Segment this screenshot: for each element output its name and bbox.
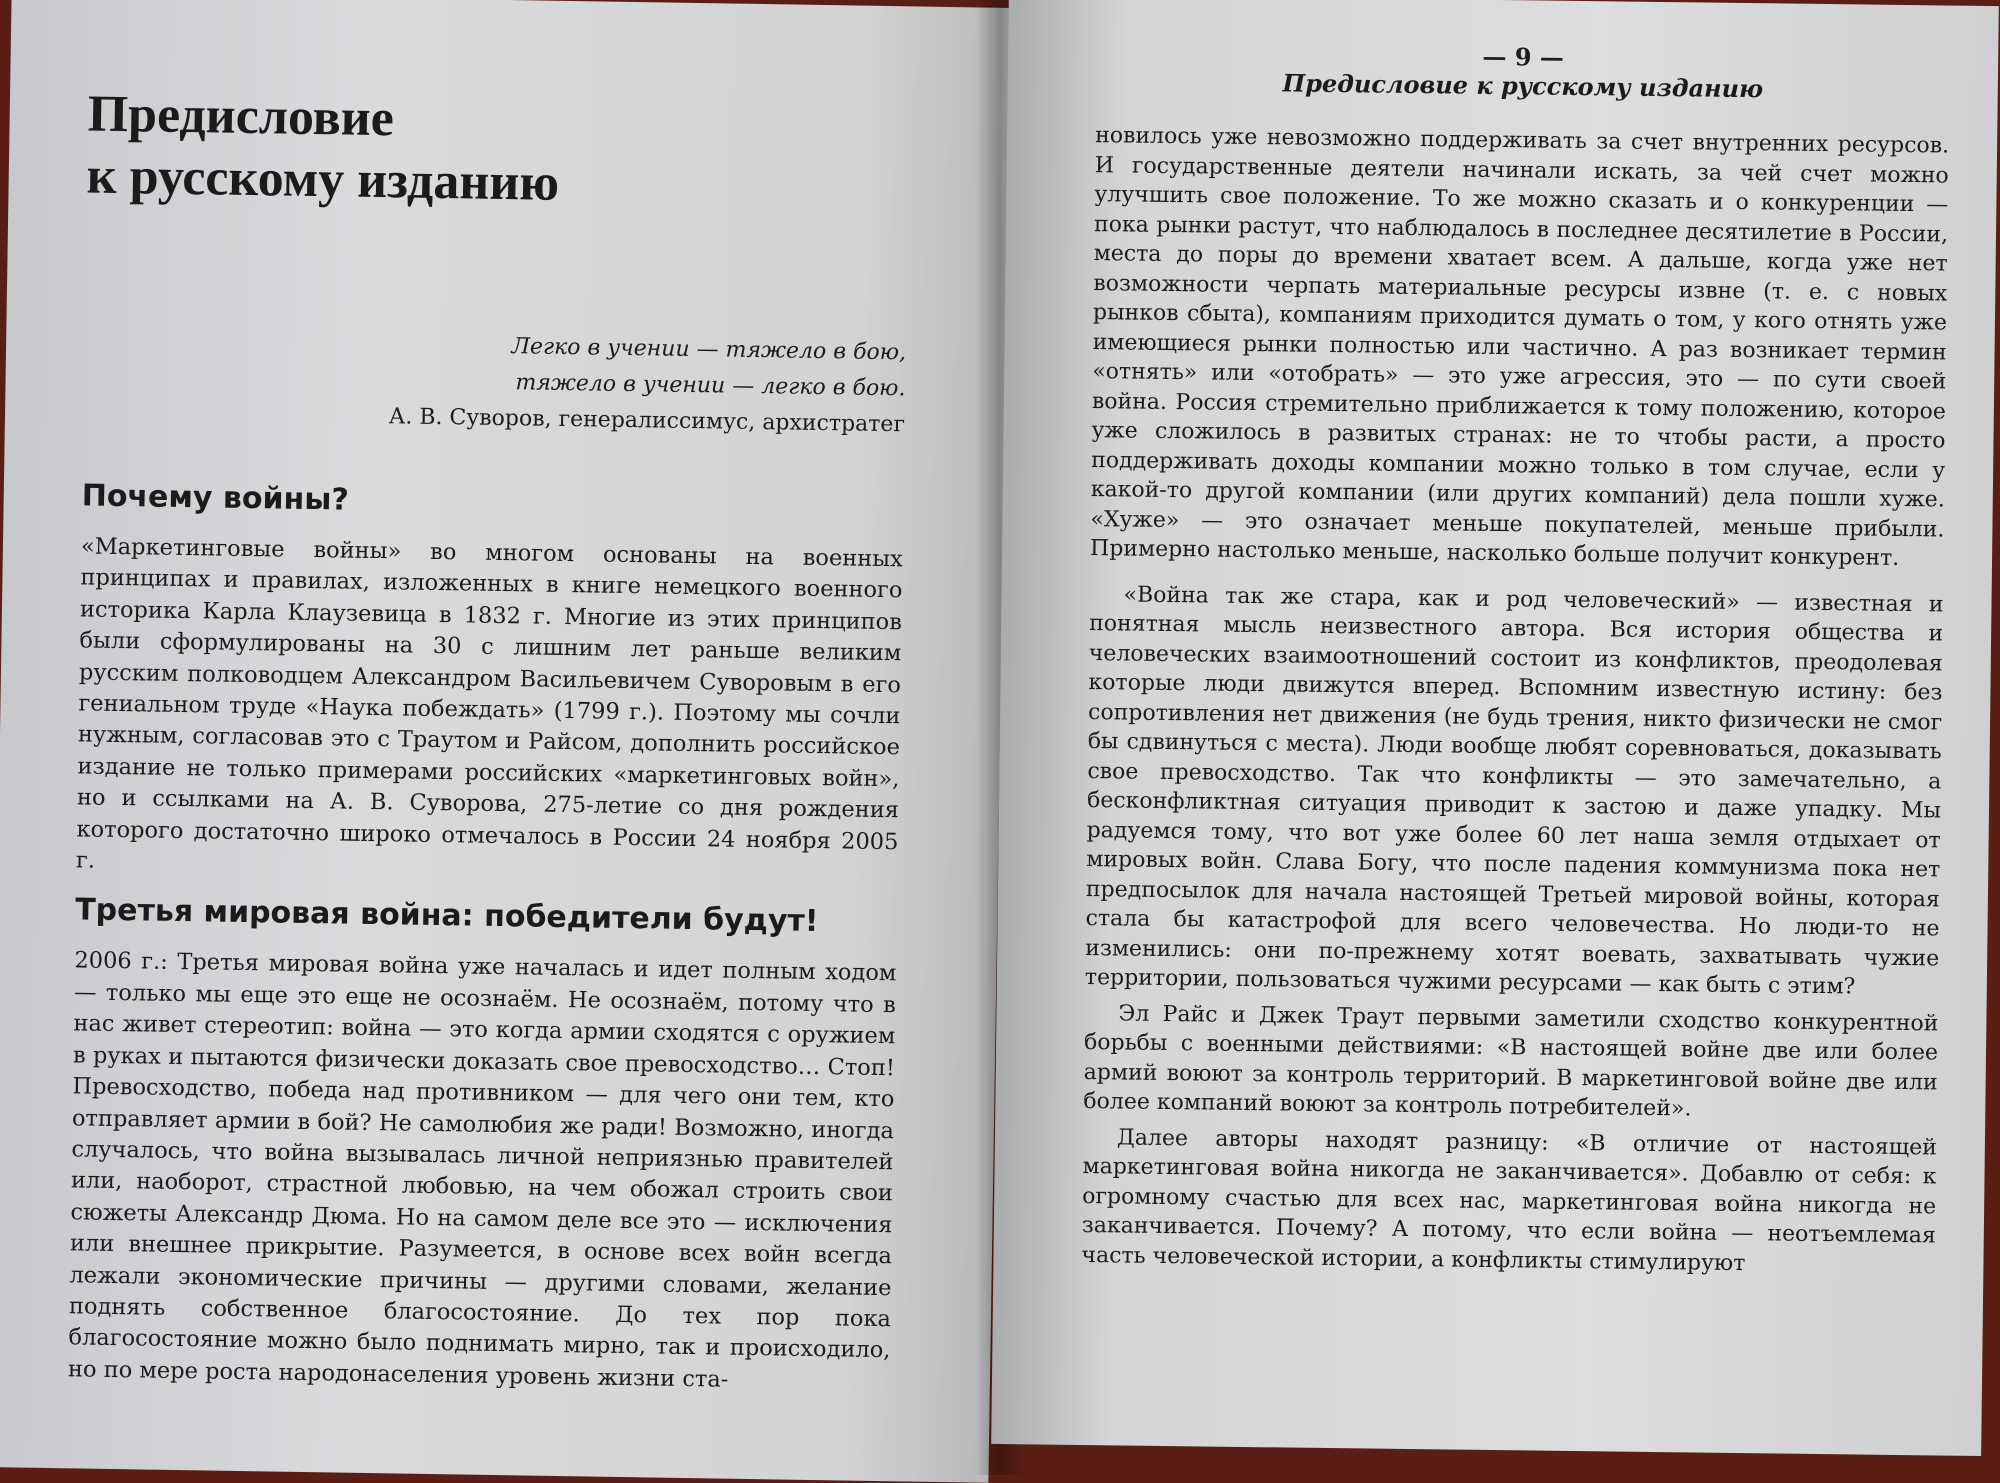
body-paragraph: новилось уже невозможно поддерживать за счет внутренних ресурсов. И государственные деятели начинали искать, за чей счет можно улучшить свое положение. То же можно сказать и о конкуренции — пока рынки растут, что наблюдалось в последнее десятилетие в России, места до поры до времени хватает всем. А дальше, когда уже нет возможности черпать материальные ресурсы извне (т. е. с новых рынков сбыта), компаниям приходится думать о том, у кого отнять уже имеющиеся рынки полностью или частично. А раз возникает термин «отнять» или «отобрать» — это уже агрессия, это — по сути своей война. Россия стремительно приближается к тому положению, которое уже сложилось в развитых странах: не то чтобы расти, а просто поддерживать доходы компании можно только в том случае, если у какой-то другой компании (или других компаний) дела пошли хуже. «Хуже» — это означает меньше покупателей, меньше прибыли. Примерно настолько меньше, насколько больше получит конкурент. <box>1089 123 1950 571</box>
body-paragraph: Эл Райс и Джек Траут первыми заметили сходство конкурентной борьбы с военными действиями: «В настоящей войне две или более армий воюют за контроль территорий. В маркетинговой войне две или более компаний воюют за контроль потребителей». <box>1083 1000 1939 1122</box>
section-heading-why-wars: Почему войны? <box>81 478 350 518</box>
right-page <box>991 0 1999 1456</box>
epigraph-line-2: тяжело в учении — легко в бою. <box>515 370 906 402</box>
page-number: — 9 — <box>1482 41 1565 72</box>
chapter-title-line-1: Предисловие <box>87 85 395 148</box>
body-paragraph: Далее авторы находят разницу: «В отличие от настоящей маркетинговая война никогда не заканчивается». Добавлю от себя: к огромному счастью для всех нас, маркетинговая война никогда не заканчивается. Почему? А потому, что если война — неотъемлемая часть человеческой истории, а конфликты стимулируют <box>1081 1124 1938 1276</box>
chapter-title <box>86 83 910 220</box>
section-paragraph-why-wars: «Маркетинговые войны» во многом основаны на военных принципах и правилах, изложенных в книге немецкого военного историка Карла Клаузевица в 1832 г. Многие из этих принципов были сформулированы на 30 с лишним лет раньше великим русским полководцем Александром Васильевичем Суворовым в его гениальном труде «Наука побеждать» (1799 г.). Поэтому мы сочли нужным, согласовав это с Траутом и Райсом, дополнить российское издание не только примерами российских «маркетинговых войн», но и ссылками на А. В. Суворова, 275-летие со дня рождения которого достаточно широко отмечалось в России 24 ноября 2005 г. <box>75 533 904 874</box>
running-head <box>1096 37 1951 105</box>
epigraph-line-1: Легко в учении — тяжело в бою, <box>511 334 907 366</box>
section-paragraph-third-world-war: 2006 г.: Третья мировая война уже началась и идет полным ходом — только мы еще это еще не осознаём. Не осознаём, потому что в нас живет стереотип: война — это когда армии сходятся с оружием в руках и пытаются физически доказать свое превосходство… Стоп! Превосходство, победа над противником — для чего они тем, кто отправляет армии в бой? Не самолюбия же ради! Возможно, иногда случалось, что война вызывалась личной неприязнью правителей или, наоборот, страстной любовью, на чем обожал строить свои сюжеты Александр Дюма. Но на самом деле все это — исключения или внешнее прикрытие. Разумеется, в основе всех войн всегда лежали экономические причины — другими словами, желание поднять собственное благосостояние. До тех пор пока благосостояние можно было поднимать мирно, так и происходило, но по мере роста народонаселения уровень жизни ста- <box>67 947 897 1393</box>
epigraph <box>83 322 907 443</box>
chapter-title-line-2: к русскому изданию <box>86 147 560 212</box>
section-heading-third-world-war: Третья мировая война: победители будут! <box>74 892 819 940</box>
epigraph-attribution: А. В. Суворов, генералиссимус, архистратег <box>388 404 906 438</box>
body-paragraph: «Война так же стара, как и род человеческий» — известная и понятная мысль неизвестного автора. Вся история общества и человеческих взаимоотношений состоит из конфликтов, преодолевая которые люди движутся вперед. Вспомним известную истину: без сопротивления нет движения (не будь трения, никто физически не смог бы сдвинуться с места). Люди вообще любят соревноваться, доказывать свое превосходство. Так что конфликты — это замечательно, а бесконфликтная ситуация приводит к застою и даже упадку. Мы радуемся тому, что вот уже более 60 лет наша земля отдыхает от мировых войн. Слава Богу, что после падения коммунизма пока нет предпосылок для начала настоящей Третьей мировой войны, которая стала бы катастрофой для всего человечества. Но люди-то не изменились: они по-прежнему хотят воевать, захватывать чужие территории, пользоваться чужими ресурсами — как быть с этим? <box>1084 581 1944 1000</box>
running-title: Предисловие к русскому изданию <box>1282 68 1764 104</box>
